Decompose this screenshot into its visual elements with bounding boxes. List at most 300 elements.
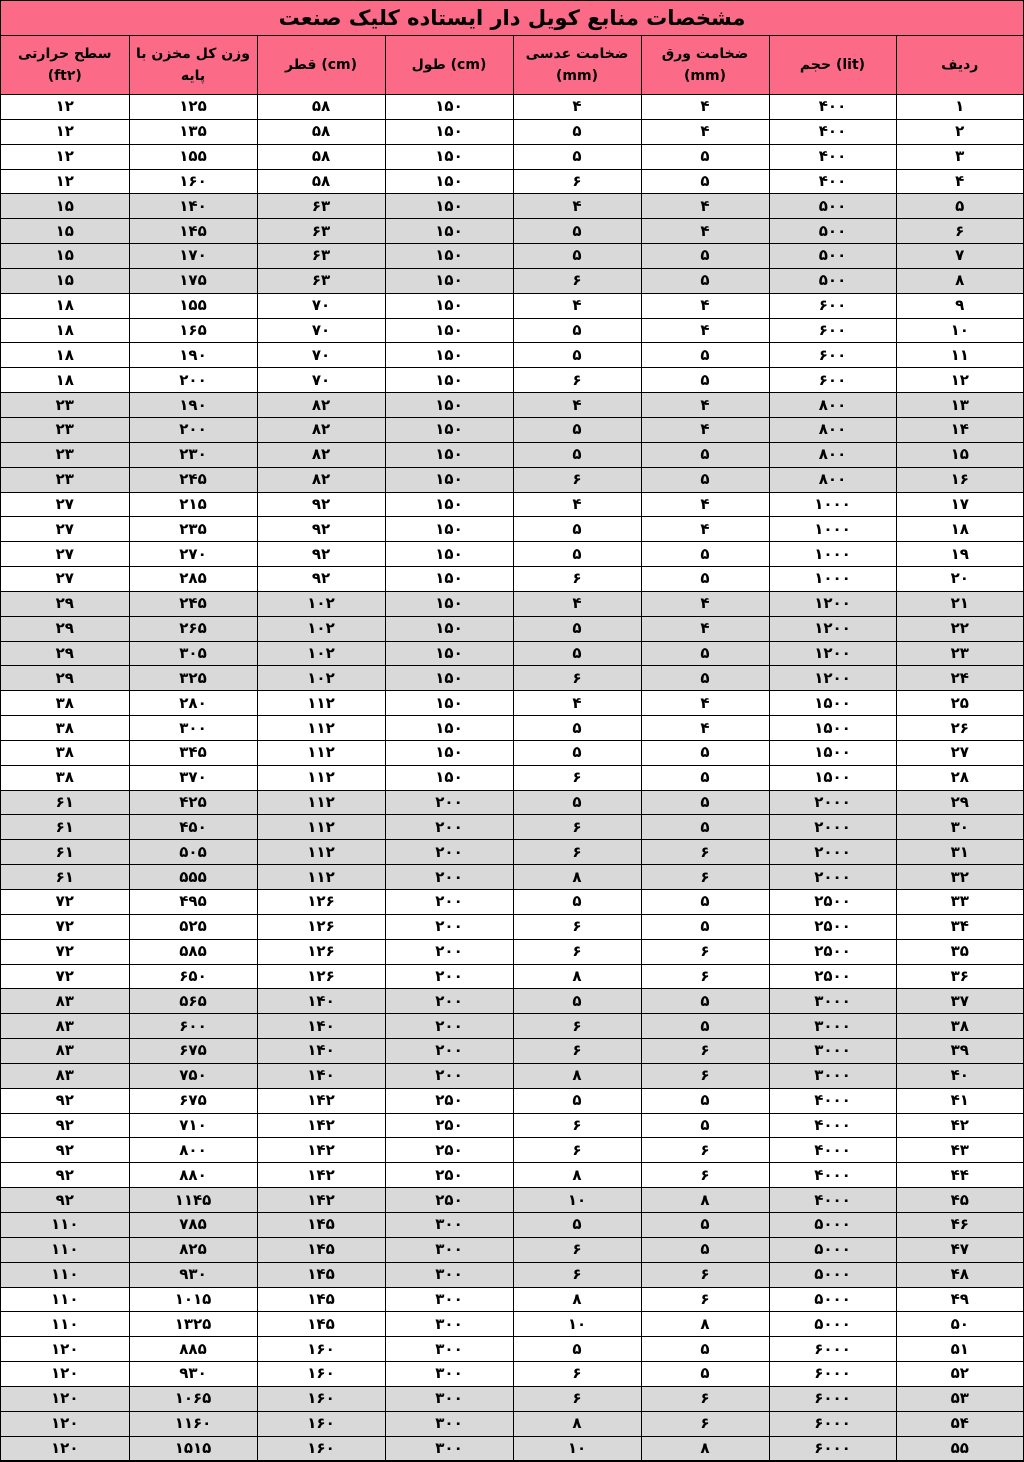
cell-diameter: ۱۲۶ bbox=[257, 939, 385, 964]
cell-row-number: ۳۵ bbox=[896, 939, 1023, 964]
cell-heat-surface: ۲۷ bbox=[1, 492, 129, 517]
cell-row-number: ۹ bbox=[896, 293, 1023, 318]
cell-total-weight: ۵۰۵ bbox=[129, 840, 257, 865]
cell-row-number: ۳۰ bbox=[896, 815, 1023, 840]
cell-row-number: ۳۴ bbox=[896, 914, 1023, 939]
cell-diameter: ۹۲ bbox=[257, 542, 385, 567]
cell-diameter: ۱۶۰ bbox=[257, 1436, 385, 1461]
table-row bbox=[1, 716, 1023, 741]
cell-diameter: ۶۳ bbox=[257, 244, 385, 269]
cell-length: ۱۵۰ bbox=[385, 244, 513, 269]
cell-head-thickness: ۵ bbox=[513, 244, 641, 269]
cell-sheet-thickness: ۶ bbox=[641, 1411, 769, 1436]
cell-heat-surface: ۹۲ bbox=[1, 1163, 129, 1188]
cell-heat-surface: ۱۲۰ bbox=[1, 1362, 129, 1387]
cell-head-thickness: ۵ bbox=[513, 1337, 641, 1362]
cell-diameter: ۵۸ bbox=[257, 144, 385, 169]
cell-heat-surface: ۲۹ bbox=[1, 666, 129, 691]
cell-head-thickness: ۵ bbox=[513, 790, 641, 815]
cell-row-number: ۷ bbox=[896, 244, 1023, 269]
cell-total-weight: ۱۵۵ bbox=[129, 144, 257, 169]
cell-heat-surface: ۱۸ bbox=[1, 318, 129, 343]
cell-sheet-thickness: ۶ bbox=[641, 1063, 769, 1088]
cell-sheet-thickness: ۴ bbox=[641, 716, 769, 741]
cell-diameter: ۷۰ bbox=[257, 293, 385, 318]
cell-volume: ۲۰۰۰ bbox=[769, 840, 896, 865]
cell-volume: ۱۰۰۰ bbox=[769, 567, 896, 592]
cell-sheet-thickness: ۵ bbox=[641, 442, 769, 467]
cell-heat-surface: ۷۲ bbox=[1, 890, 129, 915]
cell-volume: ۱۵۰۰ bbox=[769, 716, 896, 741]
cell-row-number: ۵۵ bbox=[896, 1436, 1023, 1461]
cell-length: ۲۰۰ bbox=[385, 1014, 513, 1039]
cell-heat-surface: ۱۱۰ bbox=[1, 1212, 129, 1237]
cell-heat-surface: ۳۸ bbox=[1, 740, 129, 765]
cell-total-weight: ۳۷۰ bbox=[129, 765, 257, 790]
cell-length: ۳۰۰ bbox=[385, 1337, 513, 1362]
cell-row-number: ۳۲ bbox=[896, 865, 1023, 890]
cell-heat-surface: ۸۳ bbox=[1, 1063, 129, 1088]
table-row bbox=[1, 1163, 1023, 1188]
cell-total-weight: ۲۰۰ bbox=[129, 368, 257, 393]
cell-diameter: ۱۰۲ bbox=[257, 666, 385, 691]
cell-length: ۲۰۰ bbox=[385, 865, 513, 890]
cell-head-thickness: ۵ bbox=[513, 119, 641, 144]
cell-row-number: ۱۲ bbox=[896, 368, 1023, 393]
cell-volume: ۴۰۰۰ bbox=[769, 1138, 896, 1163]
cell-row-number: ۵۴ bbox=[896, 1411, 1023, 1436]
cell-row-number: ۳ bbox=[896, 144, 1023, 169]
table-row bbox=[1, 616, 1023, 641]
cell-head-thickness: ۶ bbox=[513, 1039, 641, 1064]
cell-length: ۱۵۰ bbox=[385, 144, 513, 169]
cell-heat-surface: ۲۳ bbox=[1, 467, 129, 492]
table-row bbox=[1, 1088, 1023, 1113]
cell-diameter: ۷۰ bbox=[257, 343, 385, 368]
cell-total-weight: ۲۴۵ bbox=[129, 591, 257, 616]
cell-heat-surface: ۱۱۰ bbox=[1, 1287, 129, 1312]
cell-volume: ۳۰۰۰ bbox=[769, 1063, 896, 1088]
cell-volume: ۳۰۰۰ bbox=[769, 989, 896, 1014]
table-row bbox=[1, 1212, 1023, 1237]
cell-length: ۳۰۰ bbox=[385, 1411, 513, 1436]
cell-diameter: ۶۳ bbox=[257, 194, 385, 219]
cell-volume: ۶۰۰۰ bbox=[769, 1362, 896, 1387]
cell-volume: ۵۰۰۰ bbox=[769, 1237, 896, 1262]
cell-length: ۱۵۰ bbox=[385, 542, 513, 567]
cell-row-number: ۱۴ bbox=[896, 417, 1023, 442]
cell-head-thickness: ۶ bbox=[513, 1138, 641, 1163]
cell-row-number: ۵ bbox=[896, 194, 1023, 219]
cell-total-weight: ۵۶۵ bbox=[129, 989, 257, 1014]
cell-sheet-thickness: ۶ bbox=[641, 840, 769, 865]
cell-diameter: ۸۲ bbox=[257, 417, 385, 442]
cell-volume: ۸۰۰ bbox=[769, 417, 896, 442]
cell-row-number: ۱۳ bbox=[896, 393, 1023, 418]
cell-sheet-thickness: ۵ bbox=[641, 1362, 769, 1387]
cell-total-weight: ۱۱۶۰ bbox=[129, 1411, 257, 1436]
cell-length: ۱۵۰ bbox=[385, 343, 513, 368]
cell-heat-surface: ۲۹ bbox=[1, 641, 129, 666]
cell-sheet-thickness: ۴ bbox=[641, 616, 769, 641]
cell-length: ۱۵۰ bbox=[385, 318, 513, 343]
table-title: مشخصات منابع کویل دار ایستاده کلیک صنعت bbox=[1, 1, 1023, 36]
cell-heat-surface: ۸۳ bbox=[1, 1039, 129, 1064]
cell-volume: ۱۰۰۰ bbox=[769, 492, 896, 517]
cell-heat-surface: ۷۲ bbox=[1, 939, 129, 964]
cell-sheet-thickness: ۸ bbox=[641, 1312, 769, 1337]
cell-diameter: ۵۸ bbox=[257, 169, 385, 194]
cell-row-number: ۱۶ bbox=[896, 467, 1023, 492]
cell-head-thickness: ۵ bbox=[513, 219, 641, 244]
table-row bbox=[1, 964, 1023, 989]
cell-length: ۲۵۰ bbox=[385, 1163, 513, 1188]
table-row bbox=[1, 368, 1023, 393]
cell-diameter: ۱۴۲ bbox=[257, 1088, 385, 1113]
cell-volume: ۱۵۰۰ bbox=[769, 691, 896, 716]
cell-length: ۲۰۰ bbox=[385, 840, 513, 865]
cell-row-number: ۳۹ bbox=[896, 1039, 1023, 1064]
cell-head-thickness: ۵ bbox=[513, 144, 641, 169]
table-row bbox=[1, 343, 1023, 368]
cell-diameter: ۱۴۰ bbox=[257, 1063, 385, 1088]
cell-head-thickness: ۵ bbox=[513, 1088, 641, 1113]
cell-head-thickness: ۱۰ bbox=[513, 1188, 641, 1213]
cell-heat-surface: ۹۲ bbox=[1, 1138, 129, 1163]
cell-diameter: ۶۳ bbox=[257, 268, 385, 293]
cell-total-weight: ۴۹۵ bbox=[129, 890, 257, 915]
cell-heat-surface: ۱۸ bbox=[1, 343, 129, 368]
table-row bbox=[1, 890, 1023, 915]
cell-heat-surface: ۷۲ bbox=[1, 914, 129, 939]
cell-sheet-thickness: ۵ bbox=[641, 641, 769, 666]
cell-row-number: ۲۷ bbox=[896, 740, 1023, 765]
cell-head-thickness: ۸ bbox=[513, 1063, 641, 1088]
cell-heat-surface: ۱۲۰ bbox=[1, 1386, 129, 1411]
cell-total-weight: ۸۰۰ bbox=[129, 1138, 257, 1163]
cell-head-thickness: ۶ bbox=[513, 1113, 641, 1138]
cell-row-number: ۴۷ bbox=[896, 1237, 1023, 1262]
col-header-row-number: ردیف bbox=[896, 36, 1023, 95]
cell-head-thickness: ۶ bbox=[513, 1237, 641, 1262]
cell-row-number: ۲۰ bbox=[896, 567, 1023, 592]
cell-head-thickness: ۸ bbox=[513, 1287, 641, 1312]
cell-total-weight: ۶۵۰ bbox=[129, 964, 257, 989]
cell-head-thickness: ۶ bbox=[513, 1362, 641, 1387]
cell-total-weight: ۹۳۰ bbox=[129, 1362, 257, 1387]
cell-diameter: ۱۱۲ bbox=[257, 840, 385, 865]
cell-length: ۲۰۰ bbox=[385, 914, 513, 939]
cell-head-thickness: ۵ bbox=[513, 740, 641, 765]
cell-length: ۲۵۰ bbox=[385, 1113, 513, 1138]
cell-total-weight: ۵۲۵ bbox=[129, 914, 257, 939]
cell-row-number: ۳۱ bbox=[896, 840, 1023, 865]
table-row bbox=[1, 318, 1023, 343]
cell-head-thickness: ۶ bbox=[513, 467, 641, 492]
cell-volume: ۲۰۰۰ bbox=[769, 865, 896, 890]
cell-head-thickness: ۶ bbox=[513, 268, 641, 293]
cell-length: ۲۵۰ bbox=[385, 1188, 513, 1213]
cell-row-number: ۳۶ bbox=[896, 964, 1023, 989]
cell-volume: ۴۰۰ bbox=[769, 169, 896, 194]
cell-volume: ۵۰۰ bbox=[769, 194, 896, 219]
cell-head-thickness: ۴ bbox=[513, 492, 641, 517]
cell-volume: ۴۰۰۰ bbox=[769, 1088, 896, 1113]
cell-heat-surface: ۹۲ bbox=[1, 1088, 129, 1113]
col-header-sheet-thickness: ضخامت ورق (mm) bbox=[641, 36, 769, 95]
table-row bbox=[1, 1312, 1023, 1337]
cell-length: ۳۰۰ bbox=[385, 1287, 513, 1312]
cell-sheet-thickness: ۵ bbox=[641, 268, 769, 293]
table-row bbox=[1, 840, 1023, 865]
cell-head-thickness: ۶ bbox=[513, 765, 641, 790]
cell-volume: ۴۰۰۰ bbox=[769, 1188, 896, 1213]
cell-sheet-thickness: ۴ bbox=[641, 119, 769, 144]
cell-sheet-thickness: ۵ bbox=[641, 567, 769, 592]
cell-volume: ۱۲۰۰ bbox=[769, 641, 896, 666]
cell-volume: ۶۰۰ bbox=[769, 318, 896, 343]
table-row bbox=[1, 1039, 1023, 1064]
cell-sheet-thickness: ۴ bbox=[641, 194, 769, 219]
cell-heat-surface: ۱۵ bbox=[1, 194, 129, 219]
cell-row-number: ۴۱ bbox=[896, 1088, 1023, 1113]
cell-sheet-thickness: ۵ bbox=[641, 542, 769, 567]
cell-head-thickness: ۵ bbox=[513, 542, 641, 567]
cell-length: ۱۵۰ bbox=[385, 666, 513, 691]
cell-heat-surface: ۱۱۰ bbox=[1, 1262, 129, 1287]
cell-sheet-thickness: ۴ bbox=[641, 95, 769, 120]
cell-head-thickness: ۵ bbox=[513, 989, 641, 1014]
table-row bbox=[1, 293, 1023, 318]
cell-sheet-thickness: ۴ bbox=[641, 517, 769, 542]
cell-total-weight: ۲۱۵ bbox=[129, 492, 257, 517]
cell-head-thickness: ۸ bbox=[513, 865, 641, 890]
cell-heat-surface: ۱۲ bbox=[1, 119, 129, 144]
col-header-total-weight: وزن کل مخزن با پایه bbox=[129, 36, 257, 95]
cell-row-number: ۵۳ bbox=[896, 1386, 1023, 1411]
cell-row-number: ۵۱ bbox=[896, 1337, 1023, 1362]
cell-head-thickness: ۴ bbox=[513, 293, 641, 318]
cell-length: ۲۵۰ bbox=[385, 1088, 513, 1113]
cell-diameter: ۱۲۶ bbox=[257, 964, 385, 989]
cell-heat-surface: ۶۱ bbox=[1, 840, 129, 865]
cell-head-thickness: ۵ bbox=[513, 417, 641, 442]
cell-sheet-thickness: ۵ bbox=[641, 1237, 769, 1262]
cell-volume: ۲۵۰۰ bbox=[769, 964, 896, 989]
cell-head-thickness: ۸ bbox=[513, 964, 641, 989]
cell-volume: ۴۰۰ bbox=[769, 95, 896, 120]
cell-volume: ۶۰۰۰ bbox=[769, 1386, 896, 1411]
cell-total-weight: ۲۸۵ bbox=[129, 567, 257, 592]
cell-diameter: ۱۴۰ bbox=[257, 989, 385, 1014]
col-header-heat-surface: سطح حرارتی (ft۲) bbox=[1, 36, 129, 95]
cell-head-thickness: ۶ bbox=[513, 939, 641, 964]
cell-sheet-thickness: ۵ bbox=[641, 914, 769, 939]
table-row bbox=[1, 1113, 1023, 1138]
cell-heat-surface: ۸۳ bbox=[1, 989, 129, 1014]
cell-row-number: ۲۵ bbox=[896, 691, 1023, 716]
cell-diameter: ۱۱۲ bbox=[257, 691, 385, 716]
cell-row-number: ۶ bbox=[896, 219, 1023, 244]
cell-length: ۲۰۰ bbox=[385, 939, 513, 964]
cell-length: ۱۵۰ bbox=[385, 641, 513, 666]
cell-diameter: ۹۲ bbox=[257, 567, 385, 592]
cell-heat-surface: ۲۳ bbox=[1, 417, 129, 442]
cell-heat-surface: ۳۸ bbox=[1, 716, 129, 741]
table-row bbox=[1, 542, 1023, 567]
cell-row-number: ۴۹ bbox=[896, 1287, 1023, 1312]
cell-heat-surface: ۲۳ bbox=[1, 393, 129, 418]
cell-length: ۱۵۰ bbox=[385, 219, 513, 244]
cell-total-weight: ۱۲۵ bbox=[129, 95, 257, 120]
cell-heat-surface: ۹۲ bbox=[1, 1188, 129, 1213]
cell-sheet-thickness: ۵ bbox=[641, 989, 769, 1014]
cell-length: ۳۰۰ bbox=[385, 1212, 513, 1237]
cell-volume: ۴۰۰۰ bbox=[769, 1163, 896, 1188]
cell-total-weight: ۱۹۰ bbox=[129, 343, 257, 368]
table-row bbox=[1, 1287, 1023, 1312]
cell-volume: ۸۰۰ bbox=[769, 393, 896, 418]
cell-volume: ۳۰۰۰ bbox=[769, 1014, 896, 1039]
cell-length: ۳۰۰ bbox=[385, 1436, 513, 1461]
cell-head-thickness: ۱۰ bbox=[513, 1312, 641, 1337]
cell-total-weight: ۱۵۵ bbox=[129, 293, 257, 318]
cell-heat-surface: ۲۳ bbox=[1, 442, 129, 467]
cell-total-weight: ۳۰۰ bbox=[129, 716, 257, 741]
cell-total-weight: ۶۷۵ bbox=[129, 1039, 257, 1064]
cell-head-thickness: ۸ bbox=[513, 1411, 641, 1436]
cell-diameter: ۱۴۵ bbox=[257, 1312, 385, 1337]
cell-sheet-thickness: ۵ bbox=[641, 467, 769, 492]
cell-heat-surface: ۱۲۰ bbox=[1, 1436, 129, 1461]
cell-total-weight: ۳۰۵ bbox=[129, 641, 257, 666]
cell-total-weight: ۶۰۰ bbox=[129, 1014, 257, 1039]
cell-heat-surface: ۳۸ bbox=[1, 691, 129, 716]
cell-total-weight: ۲۳۵ bbox=[129, 517, 257, 542]
cell-row-number: ۱۸ bbox=[896, 517, 1023, 542]
cell-diameter: ۱۴۵ bbox=[257, 1237, 385, 1262]
table-row bbox=[1, 939, 1023, 964]
cell-volume: ۱۵۰۰ bbox=[769, 765, 896, 790]
table-row bbox=[1, 567, 1023, 592]
cell-sheet-thickness: ۵ bbox=[641, 1113, 769, 1138]
cell-total-weight: ۵۸۵ bbox=[129, 939, 257, 964]
cell-diameter: ۱۲۶ bbox=[257, 890, 385, 915]
cell-row-number: ۵۰ bbox=[896, 1312, 1023, 1337]
cell-volume: ۴۰۰۰ bbox=[769, 1113, 896, 1138]
cell-row-number: ۲۲ bbox=[896, 616, 1023, 641]
cell-length: ۱۵۰ bbox=[385, 169, 513, 194]
cell-volume: ۶۰۰۰ bbox=[769, 1337, 896, 1362]
table-row bbox=[1, 1411, 1023, 1436]
table-row bbox=[1, 740, 1023, 765]
cell-head-thickness: ۵ bbox=[513, 318, 641, 343]
cell-diameter: ۱۴۰ bbox=[257, 1014, 385, 1039]
cell-total-weight: ۱۳۵ bbox=[129, 119, 257, 144]
cell-diameter: ۱۴۵ bbox=[257, 1287, 385, 1312]
table-row bbox=[1, 417, 1023, 442]
cell-total-weight: ۸۲۵ bbox=[129, 1237, 257, 1262]
cell-row-number: ۳۳ bbox=[896, 890, 1023, 915]
cell-sheet-thickness: ۵ bbox=[641, 740, 769, 765]
table-row bbox=[1, 467, 1023, 492]
cell-length: ۲۰۰ bbox=[385, 790, 513, 815]
cell-sheet-thickness: ۶ bbox=[641, 1262, 769, 1287]
cell-total-weight: ۱۰۶۵ bbox=[129, 1386, 257, 1411]
cell-head-thickness: ۵ bbox=[513, 641, 641, 666]
cell-row-number: ۲۱ bbox=[896, 591, 1023, 616]
cell-total-weight: ۲۸۰ bbox=[129, 691, 257, 716]
cell-sheet-thickness: ۴ bbox=[641, 492, 769, 517]
cell-row-number: ۲۴ bbox=[896, 666, 1023, 691]
table-row bbox=[1, 765, 1023, 790]
cell-row-number: ۴۸ bbox=[896, 1262, 1023, 1287]
cell-heat-surface: ۲۷ bbox=[1, 542, 129, 567]
cell-diameter: ۸۲ bbox=[257, 442, 385, 467]
cell-total-weight: ۴۲۵ bbox=[129, 790, 257, 815]
cell-heat-surface: ۳۸ bbox=[1, 765, 129, 790]
cell-sheet-thickness: ۵ bbox=[641, 790, 769, 815]
cell-diameter: ۱۲۶ bbox=[257, 914, 385, 939]
cell-sheet-thickness: ۸ bbox=[641, 1188, 769, 1213]
cell-head-thickness: ۵ bbox=[513, 343, 641, 368]
cell-head-thickness: ۴ bbox=[513, 95, 641, 120]
cell-length: ۳۰۰ bbox=[385, 1362, 513, 1387]
cell-sheet-thickness: ۶ bbox=[641, 1386, 769, 1411]
cell-head-thickness: ۵ bbox=[513, 1212, 641, 1237]
cell-sheet-thickness: ۵ bbox=[641, 890, 769, 915]
cell-sheet-thickness: ۴ bbox=[641, 591, 769, 616]
cell-volume: ۵۰۰۰ bbox=[769, 1262, 896, 1287]
cell-row-number: ۱ bbox=[896, 95, 1023, 120]
cell-diameter: ۹۲ bbox=[257, 492, 385, 517]
table-row bbox=[1, 194, 1023, 219]
cell-sheet-thickness: ۶ bbox=[641, 1163, 769, 1188]
cell-row-number: ۴۲ bbox=[896, 1113, 1023, 1138]
cell-head-thickness: ۶ bbox=[513, 567, 641, 592]
cell-heat-surface: ۱۸ bbox=[1, 368, 129, 393]
cell-heat-surface: ۱۲ bbox=[1, 144, 129, 169]
cell-length: ۱۵۰ bbox=[385, 740, 513, 765]
cell-row-number: ۴۵ bbox=[896, 1188, 1023, 1213]
spec-table bbox=[1, 36, 1023, 1461]
cell-head-thickness: ۶ bbox=[513, 169, 641, 194]
cell-volume: ۵۰۰ bbox=[769, 244, 896, 269]
cell-volume: ۲۵۰۰ bbox=[769, 914, 896, 939]
cell-diameter: ۱۶۰ bbox=[257, 1362, 385, 1387]
cell-volume: ۶۰۰۰ bbox=[769, 1436, 896, 1461]
table-row bbox=[1, 169, 1023, 194]
cell-sheet-thickness: ۶ bbox=[641, 939, 769, 964]
cell-heat-surface: ۹۲ bbox=[1, 1113, 129, 1138]
cell-volume: ۱۲۰۰ bbox=[769, 616, 896, 641]
cell-diameter: ۸۲ bbox=[257, 467, 385, 492]
cell-heat-surface: ۱۲ bbox=[1, 95, 129, 120]
cell-diameter: ۱۴۲ bbox=[257, 1113, 385, 1138]
cell-sheet-thickness: ۴ bbox=[641, 417, 769, 442]
cell-heat-surface: ۶۱ bbox=[1, 815, 129, 840]
cell-total-weight: ۲۷۰ bbox=[129, 542, 257, 567]
table-row bbox=[1, 1436, 1023, 1461]
table-row bbox=[1, 691, 1023, 716]
cell-length: ۱۵۰ bbox=[385, 467, 513, 492]
cell-length: ۱۵۰ bbox=[385, 119, 513, 144]
cell-row-number: ۴۴ bbox=[896, 1163, 1023, 1188]
cell-diameter: ۱۶۰ bbox=[257, 1337, 385, 1362]
cell-diameter: ۱۱۲ bbox=[257, 716, 385, 741]
cell-diameter: ۱۱۲ bbox=[257, 865, 385, 890]
cell-heat-surface: ۱۱۰ bbox=[1, 1237, 129, 1262]
